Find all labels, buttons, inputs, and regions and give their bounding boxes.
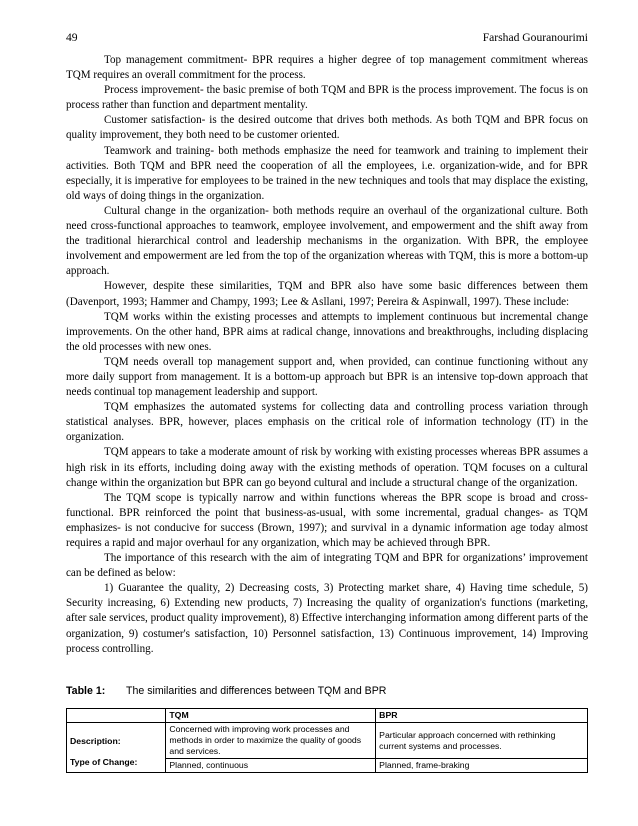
paragraph: The TQM scope is typically narrow and within functions whereas the BPR scope is broad and cross-functional. BPR reinforced the point that business-as-usual, with some incremental, gradual changes- as TQM emphasizes- is not conducive for success (Brown, 1997); and survival in a dynamic information age today almost requires a rapid and major overhaul for any organization, which may be achieved through BPR. xyxy=(66,491,588,549)
row-label-description: Description: xyxy=(70,735,121,746)
paragraph: Top management commitment- BPR requires a higher degree of top management commitment whereas TQM requires an overall commitment for the process. xyxy=(66,54,588,82)
body-text xyxy=(66,53,588,657)
cell-change-tqm: Planned, continuous xyxy=(166,759,376,773)
page-number: 49 xyxy=(66,31,78,44)
cell-description-tqm: Concerned with improving work processes and methods in order to maximize the quality of goods and services. xyxy=(166,723,376,759)
paragraph: Teamwork and training- both methods emphasize the need for teamwork and training to implement their activities. Both TQM and BPR need the cooperation of all the employees, i.e. organization-wide, and for BPR especially, it is imperative for employees to be trained in the new techniques and tools that may displace the existing, old ways of doing things in the organization. xyxy=(66,144,588,202)
cell-change-bpr: Planned, frame-braking xyxy=(376,759,588,773)
paragraph: Process improvement- the basic premise of both TQM and BPR is the process improvement. The focus is on process rather than function and department mentality. xyxy=(66,84,588,112)
row-label-type-of-change: Type of Change: xyxy=(70,756,138,767)
row-label-cell xyxy=(67,723,166,773)
running-header xyxy=(66,31,588,45)
table-header-empty xyxy=(67,709,166,723)
author-name: Farshad Gouranourimi xyxy=(482,31,588,44)
table-caption xyxy=(66,684,588,698)
table-header-tqm: TQM xyxy=(166,709,376,723)
table-caption-text: The similarities and differences between TQM and BPR xyxy=(126,685,387,697)
table-row xyxy=(67,723,588,759)
paragraph: Cultural change in the organization- both methods require an overhaul of the organizational culture. Both need cross-functional approaches to teamwork, employee involvement, and empowerment and the shift away from the traditional hierarchical control and leadership mechanisms in the organization. With BPR, the employee involvement and empowerment are led from the top of the organization whereas with TQM, this is more a bottom-up approach. xyxy=(66,204,588,278)
paragraph: 1) Guarantee the quality, 2) Decreasing costs, 3) Protecting market share, 4) Having time schedule, 5) Security increasing, 6) Extending new products, 7) Increasing the quality of organization's functions (marketing, after sale services, product quality improvement), 8) Effective interchanging information among different parts of the organization, 9) costumer's satisfaction, 10) Personnel satisfaction, 13) Continuous improvement, 14) Improving process controlling. xyxy=(66,582,588,655)
paragraph: TQM appears to take a moderate amount of risk by working with existing processes whereas BPR assumes a high risk in its efforts, including doing away with the existing methods of operation. TQM focuses on a cultural change within the organization but BPR can go beyond cultural and include a structural change of the organization. xyxy=(66,446,588,489)
table-caption-label: Table 1: xyxy=(66,685,106,697)
paragraph: TQM needs overall top management support and, when provided, can continue functioning without any more daily support from management. It is a bottom-up approach but BPR is an intensive top-down approach that needs continual top management leadership and support. xyxy=(66,355,588,399)
paragraph: Customer satisfaction- is the desired outcome that drives both methods. As both TQM and BPR focus on quality improvement, they both need to be customer oriented. xyxy=(66,114,588,142)
paragraph: The importance of this research with the aim of integrating TQM and BPR for organizations’ improvement can be defined as below: xyxy=(66,552,588,580)
paragraph: TQM emphasizes the automated systems for collecting data and controlling process variation through statistical analyses. BPR, however, places emphasis on the critical role of information technology (IT) in the organization. xyxy=(66,401,588,444)
cell-description-bpr: Particular approach concerned with rethinking current systems and processes. xyxy=(376,723,588,759)
comparison-table xyxy=(66,708,588,773)
table-header-bpr: BPR xyxy=(376,709,588,723)
paragraph: TQM works within the existing processes and attempts to implement continuous but incremental change improvements. On the other hand, BPR aims at radical change, innovations and breakthroughs, including displacing the old processes with new ones. xyxy=(66,310,588,353)
paragraph: However, despite these similarities, TQM and BPR also have some basic differences between them (Davenport, 1993; Hammer and Champy, 1993; Lee & Asllani, 1997; Pereira & Aspinwall, 1997). These include: xyxy=(66,280,588,308)
table-header-row xyxy=(67,709,588,723)
